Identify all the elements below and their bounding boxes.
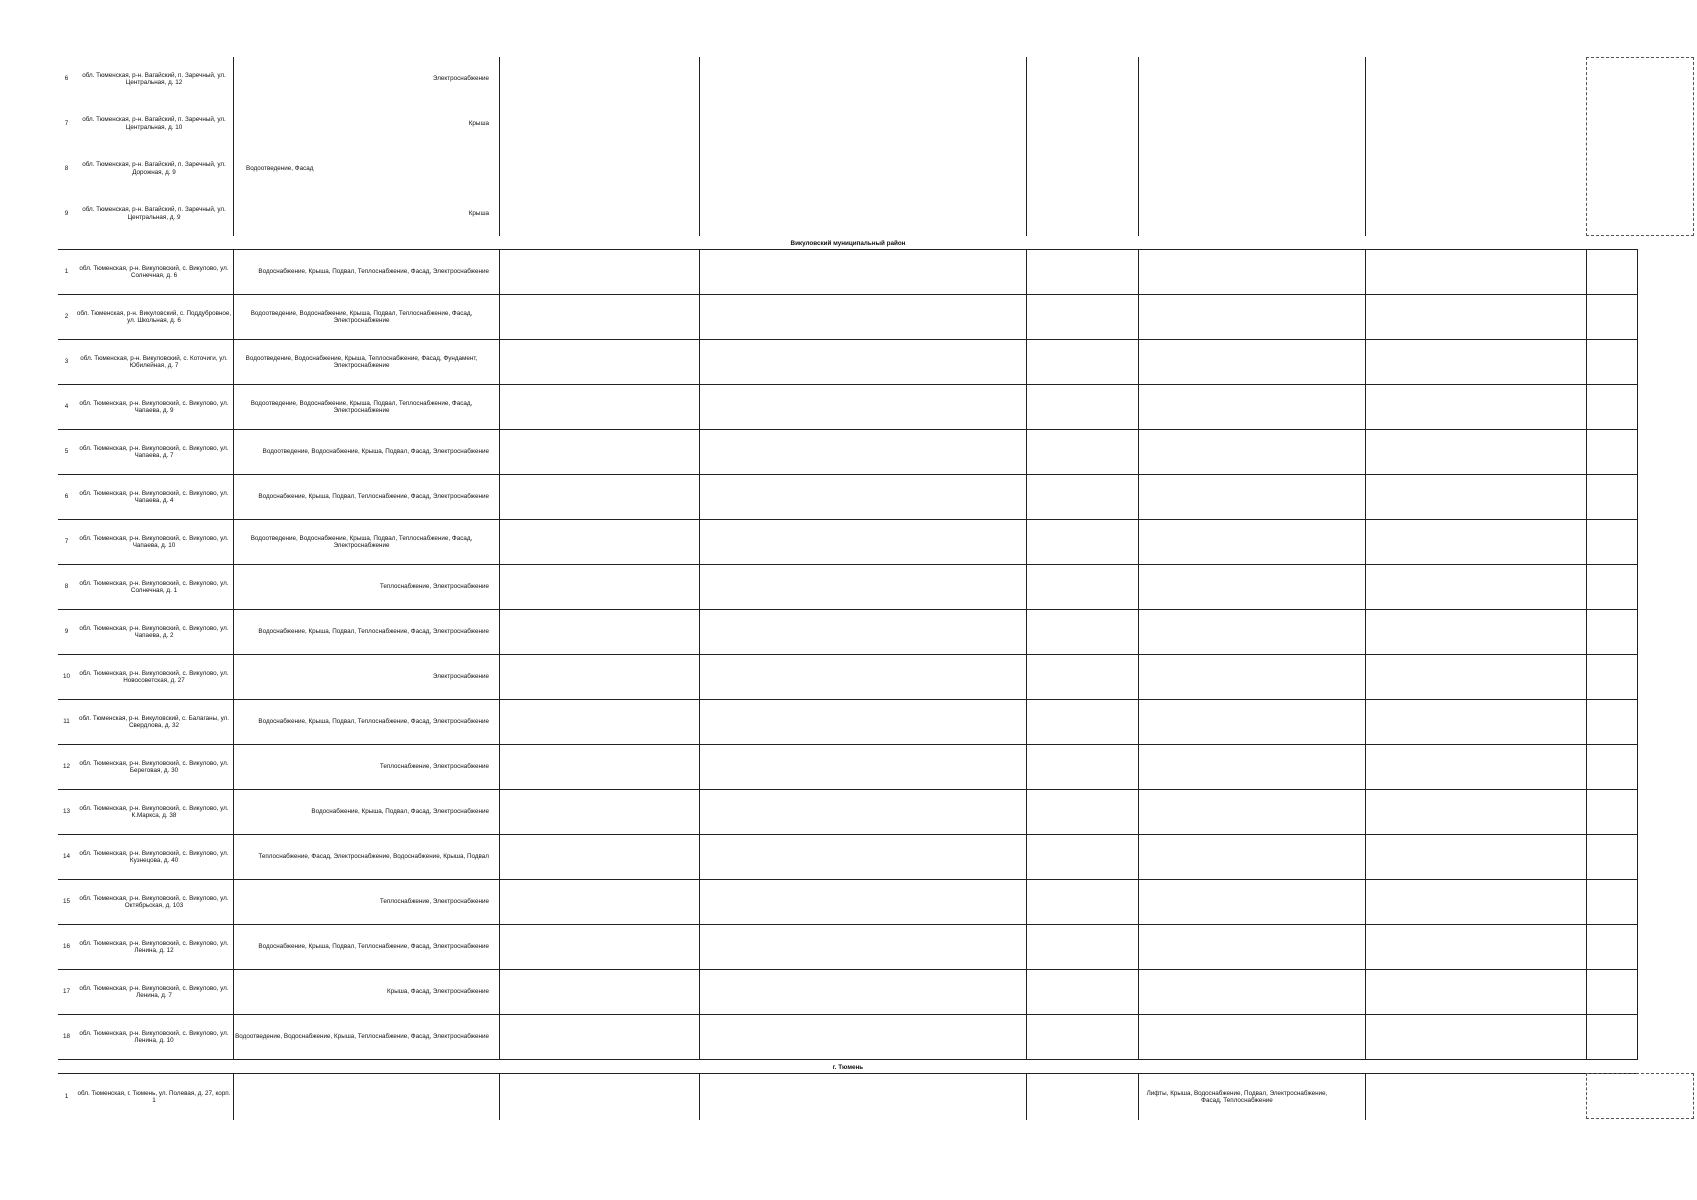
empty-cell: [1138, 745, 1365, 789]
row-address: обл. Тюменская, р-н. Викуловский, с. Викулово, ул. Октябрьская, д. 103: [79, 894, 229, 909]
empty-cell: [1365, 745, 1586, 789]
empty-cell: [1026, 700, 1138, 744]
row-works: Водоотведение, Водоснабжение, Крыша, Подвал, Теплоснабжение, Фасад, Электроснабжение: [233, 295, 499, 339]
table-row: [58, 834, 1638, 880]
empty-cell: [499, 340, 699, 384]
empty-cell: [499, 101, 699, 146]
row-number: 17: [62, 988, 70, 996]
empty-cell: [699, 146, 1026, 191]
empty-cell: [1365, 655, 1586, 699]
empty-cell: [1586, 925, 1638, 969]
empty-cell: [1026, 191, 1138, 236]
empty-cell: [699, 250, 1026, 294]
empty-cell: [699, 57, 1026, 101]
empty-cell: [1365, 101, 1586, 146]
row-address: обл. Тюменская, р-н. Викуловский, с. Викулово, ул. Ленина, д. 10: [79, 1029, 229, 1044]
empty-cell: [1586, 790, 1638, 834]
row-number: 12: [62, 763, 70, 771]
empty-cell: [1586, 610, 1638, 654]
table-row: [58, 1073, 1638, 1120]
empty-cell: [1026, 340, 1138, 384]
row-number: 15: [62, 898, 70, 906]
table-row: [58, 879, 1638, 925]
empty-cell: [699, 700, 1026, 744]
row-number: 7: [64, 119, 69, 127]
row-works: Водоотведение, Водоснабжение, Крыша, Подвал, Фасад, Электроснабжение: [233, 430, 499, 474]
empty-cell: [699, 1015, 1026, 1059]
table-row: [58, 924, 1638, 970]
empty-cell: [499, 250, 699, 294]
empty-cell: [1365, 385, 1586, 429]
empty-cell: [699, 340, 1026, 384]
table-row: [58, 429, 1638, 475]
row-number: 1: [64, 268, 69, 276]
empty-cell: [1365, 880, 1586, 924]
row-works: Теплоснабжение, Электроснабжение: [233, 745, 499, 789]
empty-cell: [499, 835, 699, 879]
empty-cell: [699, 295, 1026, 339]
empty-cell: [499, 146, 699, 191]
empty-cell: [699, 745, 1026, 789]
empty-cell: [1026, 430, 1138, 474]
empty-cell: [1026, 790, 1138, 834]
row-address: обл. Тюменская, р-н. Викуловский, с. Викулово, ул. Чапаева, д. 10: [79, 534, 229, 549]
row-works: Водоотведение, Водоснабжение, Крыша, Подвал, Теплоснабжение, Фасад, Электроснабжение: [233, 385, 499, 429]
empty-cell: [1026, 146, 1138, 191]
row-address: обл. Тюменская, р-н. Викуловский, с. Балаганы, ул. Свердлова, д. 32: [78, 714, 230, 729]
row-works: Крыша: [233, 101, 499, 146]
row-number: 9: [64, 209, 69, 217]
empty-cell: [1365, 295, 1586, 339]
row-address: обл. Тюменская, р-н. Викуловский, с. Викулово, ул. Новосоветская, д. 27: [79, 669, 229, 684]
table-row: [58, 191, 1638, 236]
empty-cell: [499, 610, 699, 654]
empty-cell: [1138, 925, 1365, 969]
row-number: 8: [64, 583, 69, 591]
row-works: Водоснабжение, Крыша, Подвал, Фасад, Электроснабжение: [233, 790, 499, 834]
empty-cell: [1026, 565, 1138, 609]
row-address: обл. Тюменская, г. Тюмень, ул. Полевая, д. 27, корп. 1: [77, 1089, 231, 1104]
empty-cell: [499, 520, 699, 564]
empty-cell: [699, 835, 1026, 879]
empty-cell: [499, 745, 699, 789]
empty-cell: [699, 790, 1026, 834]
empty-cell: [699, 610, 1026, 654]
empty-cell: [499, 295, 699, 339]
empty-cell: [499, 1074, 699, 1120]
empty-cell: [499, 57, 699, 101]
row-number: 3: [64, 358, 69, 366]
empty-cell: [1026, 101, 1138, 146]
table-row: [58, 101, 1638, 146]
empty-cell: [499, 970, 699, 1014]
empty-cell: [1365, 565, 1586, 609]
empty-cell: [699, 970, 1026, 1014]
empty-cell: [1026, 745, 1138, 789]
empty-cell: [699, 655, 1026, 699]
empty-cell: [1138, 101, 1365, 146]
empty-cell: [1026, 1074, 1138, 1120]
empty-cell: [1138, 700, 1365, 744]
empty-cell: [699, 565, 1026, 609]
row-number: 2: [64, 313, 69, 321]
empty-cell: [499, 565, 699, 609]
table-row: [58, 699, 1638, 745]
empty-cell: [1586, 1015, 1638, 1059]
row-address: обл. Тюменская, р-н. Вагайский, п. Заречный, ул. Центральная, д. 9: [82, 206, 226, 221]
table-row: [58, 146, 1638, 191]
row-works: Теплоснабжение, Электроснабжение: [233, 565, 499, 609]
row-works: Крыша: [233, 191, 499, 236]
empty-cell: [499, 790, 699, 834]
empty-cell: [1586, 655, 1638, 699]
row-address: обл. Тюменская, р-н. Викуловский, с. Викулово, ул. Солнечная, д. 1: [79, 579, 229, 594]
row-address: обл. Тюменская, р-н. Викуловский, с. Викулово, ул. Ленина, д. 7: [79, 984, 229, 999]
empty-cell: [1026, 1015, 1138, 1059]
empty-cell: [499, 430, 699, 474]
row-address: обл. Тюменская, р-н. Вагайский, п. Заречный, ул. Дорожная, д. 9: [82, 161, 226, 176]
row-works: Лифты, Крыша, Водоснабжение, Подвал, Электроснабжение, Фасад, Теплоснабжение: [1138, 1074, 1365, 1120]
empty-cell: [699, 925, 1026, 969]
empty-cell: [1586, 295, 1638, 339]
empty-cell: [1586, 835, 1638, 879]
row-address: обл. Тюменская, р-н. Викуловский, с. Викулово, ул. Чапаева, д. 9: [79, 399, 229, 414]
empty-cell: [499, 475, 699, 519]
table-row: [58, 519, 1638, 565]
section-header: г. Тюмень: [832, 1064, 864, 1071]
row-address: обл. Тюменская, р-н. Викуловский, с. Викулово, ул. Кузнецова, д. 40: [79, 849, 229, 864]
row-works: Водоотведение, Водоснабжение, Крыша, Теплоснабжение, Фасад, Электроснабжение: [233, 1015, 499, 1059]
empty-cell: [1138, 430, 1365, 474]
empty-cell: [699, 475, 1026, 519]
empty-cell: [1586, 430, 1638, 474]
row-number: 6: [64, 493, 69, 501]
empty-cell: [699, 191, 1026, 236]
empty-cell: [1138, 57, 1365, 101]
row-works: Водоотведение, Водоснабжение, Крыша, Теплоснабжение, Фасад, Фундамент, Электроснабжение: [233, 340, 499, 384]
empty-cell: [1365, 700, 1586, 744]
empty-cell: [1026, 610, 1138, 654]
empty-cell: [699, 430, 1026, 474]
empty-cell: [1365, 610, 1586, 654]
empty-cell: [1026, 970, 1138, 1014]
empty-cell: [1138, 385, 1365, 429]
section-header: Викуловский муниципальный район: [790, 240, 906, 247]
row-number: 14: [62, 853, 70, 861]
empty-cell: [1026, 295, 1138, 339]
table-row: [58, 249, 1638, 295]
empty-cell: [499, 385, 699, 429]
empty-cell: [699, 385, 1026, 429]
row-works: Водоотведение, Фасад: [233, 146, 499, 191]
table-row: [58, 789, 1638, 835]
empty-cell: [1026, 250, 1138, 294]
empty-cell: [1586, 250, 1638, 294]
row-address: обл. Тюменская, р-н. Викуловский, с. Викулово, ул. Солнечная, д. 6: [79, 264, 229, 279]
row-number: 11: [63, 718, 70, 726]
row-number: 1: [64, 1093, 69, 1101]
empty-cell: [1138, 835, 1365, 879]
empty-cell: [1138, 880, 1365, 924]
table-row: [58, 57, 1638, 101]
table-row: [58, 1014, 1638, 1060]
empty-cell: [1365, 430, 1586, 474]
row-works: Теплоснабжение, Фасад, Электроснабжение, Водоснабжение, Крыша, Подвал: [233, 835, 499, 879]
row-works: Крыша, Фасад, Электроснабжение: [233, 970, 499, 1014]
row-number: 13: [62, 808, 70, 816]
row-number: 8: [64, 164, 69, 172]
empty-cell: [1365, 475, 1586, 519]
empty-cell: [1138, 610, 1365, 654]
print-area-boundary: [1586, 1073, 1694, 1119]
row-address: обл. Тюменская, р-н. Викуловский, с. Викулово, ул. К.Маркса, д. 38: [79, 804, 229, 819]
empty-cell: [1138, 655, 1365, 699]
empty-cell: [1138, 250, 1365, 294]
empty-cell: [1586, 700, 1638, 744]
row-works: Электроснабжение: [233, 655, 499, 699]
row-number: 4: [64, 403, 69, 411]
table-row: [58, 564, 1638, 610]
empty-cell: [1026, 925, 1138, 969]
empty-cell: [699, 101, 1026, 146]
empty-cell: [1138, 970, 1365, 1014]
row-works: Водоотведение, Водоснабжение, Крыша, Подвал, Теплоснабжение, Фасад, Электроснабжение: [233, 520, 499, 564]
empty-cell: [1138, 146, 1365, 191]
empty-cell: [1138, 520, 1365, 564]
empty-cell: [1586, 340, 1638, 384]
row-address: обл. Тюменская, р-н. Викуловский, с. Коточиги, ул. Юбилейная, д. 7: [80, 354, 228, 369]
row-works: Теплоснабжение, Электроснабжение: [233, 880, 499, 924]
empty-cell: [1586, 385, 1638, 429]
empty-cell: [1365, 1015, 1586, 1059]
table-row: [58, 969, 1638, 1015]
row-number: 10: [62, 673, 70, 681]
empty-cell: [499, 191, 699, 236]
row-works: Водоснабжение, Крыша, Подвал, Теплоснабжение, Фасад, Электроснабжение: [233, 250, 499, 294]
row-address: обл. Тюменская, р-н. Викуловский, с. Викулово, ул. Чапаева, д. 4: [79, 489, 229, 504]
row-number: 7: [64, 538, 69, 546]
empty-cell: [1365, 191, 1586, 236]
print-area-boundary: [1586, 57, 1694, 236]
table-row: [58, 339, 1638, 385]
empty-cell: [1365, 970, 1586, 1014]
empty-cell: [1586, 520, 1638, 564]
empty-cell: [1586, 880, 1638, 924]
empty-cell: [1365, 250, 1586, 294]
empty-cell: [1365, 790, 1586, 834]
row-works: Водоснабжение, Крыша, Подвал, Теплоснабжение, Фасад, Электроснабжение: [233, 610, 499, 654]
row-address: обл. Тюменская, р-н. Викуловский, с. Поддубровное, ул. Школьная, д. 6: [76, 309, 232, 324]
empty-cell: [1365, 520, 1586, 564]
empty-cell: [1586, 475, 1638, 519]
empty-cell: [1586, 565, 1638, 609]
row-address: обл. Тюменская, р-н. Викуловский, с. Викулово, ул. Береговая, д. 30: [79, 759, 229, 774]
empty-cell: [1026, 57, 1138, 101]
empty-cell: [1365, 835, 1586, 879]
empty-cell: [699, 880, 1026, 924]
row-address: обл. Тюменская, р-н. Вагайский, п. Заречный, ул. Центральная, д. 10: [82, 116, 226, 131]
empty-cell: [1138, 340, 1365, 384]
row-number: 5: [64, 448, 69, 456]
row-number: 6: [64, 75, 69, 83]
row-address: обл. Тюменская, р-н. Викуловский, с. Викулово, ул. Чапаева, д. 2: [79, 624, 229, 639]
empty-cell: [499, 1015, 699, 1059]
table-row: [58, 474, 1638, 520]
empty-cell: [1138, 1015, 1365, 1059]
row-address: обл. Тюменская, р-н. Вагайский, п. Заречный, ул. Центральная, д. 12: [82, 71, 226, 86]
row-number: 9: [64, 628, 69, 636]
empty-cell: [499, 655, 699, 699]
row-number: 18: [62, 1033, 70, 1041]
empty-cell: [499, 880, 699, 924]
empty-cell: [1138, 790, 1365, 834]
row-address: обл. Тюменская, р-н. Викуловский, с. Викулово, ул. Ленина, д. 12: [79, 939, 229, 954]
table-row: [58, 609, 1638, 655]
empty-cell: [1586, 970, 1638, 1014]
table-row: [58, 294, 1638, 340]
empty-cell: [1365, 1074, 1586, 1120]
empty-cell: [1138, 191, 1365, 236]
row-works: Электроснабжение: [233, 57, 499, 101]
empty-cell: [1026, 520, 1138, 564]
empty-cell: [1365, 146, 1586, 191]
empty-cell: [499, 925, 699, 969]
empty-cell: [1026, 475, 1138, 519]
empty-cell: [1138, 475, 1365, 519]
empty-cell: [1365, 57, 1586, 101]
empty-cell: [699, 1074, 1026, 1120]
empty-cell: [1026, 655, 1138, 699]
table-row: [58, 654, 1638, 700]
row-works: Водоснабжение, Крыша, Подвал, Теплоснабжение, Фасад, Электроснабжение: [233, 925, 499, 969]
table-row: [58, 744, 1638, 790]
empty-cell: [1365, 925, 1586, 969]
empty-cell: [1138, 295, 1365, 339]
empty-cell: [1026, 880, 1138, 924]
empty-cell: [1026, 385, 1138, 429]
empty-cell: [1365, 340, 1586, 384]
empty-cell: [1026, 835, 1138, 879]
empty-cell: [699, 520, 1026, 564]
empty-cell: [499, 700, 699, 744]
empty-cell: [1586, 745, 1638, 789]
empty-cell: [1138, 565, 1365, 609]
table-row: [58, 384, 1638, 430]
empty-cell: [233, 1074, 499, 1120]
row-address: обл. Тюменская, р-н. Викуловский, с. Викулово, ул. Чапаева, д. 7: [79, 444, 229, 459]
row-works: Водоснабжение, Крыша, Подвал, Теплоснабжение, Фасад, Электроснабжение: [233, 700, 499, 744]
row-number: 16: [62, 943, 70, 951]
row-works: Водоснабжение, Крыша, Подвал, Теплоснабжение, Фасад, Электроснабжение: [233, 475, 499, 519]
